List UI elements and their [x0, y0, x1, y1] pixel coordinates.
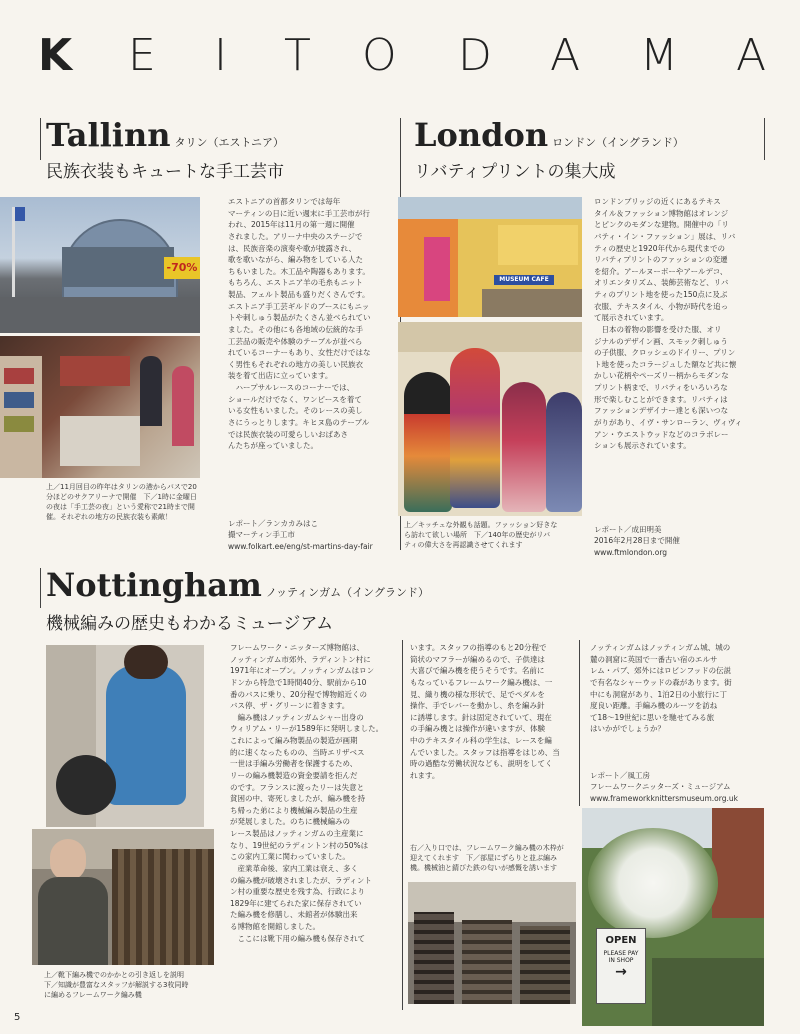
masthead-letter: D — [458, 30, 492, 81]
masthead — [0, 30, 800, 90]
city-name: Tallinn — [46, 116, 171, 154]
nottingham-headline: 機械編みの歴史もわかるミュージアム — [46, 614, 334, 634]
arrow-icon: → — [615, 964, 627, 980]
masthead-letter: O — [362, 30, 397, 81]
nottingham-caption-mid: 右／入り口では、フレームワーク編み機の木枠が 迎えてくれます 下／部屋にずらりと並ぶ編み 機。機械油と錆びた鉄の匂いが感慨を誘います — [410, 844, 564, 873]
nottingham-body-3: ノッティンガムはノッティンガム城、城の 麓の洞窟に英国で一番古い宿のエルサ レム・パブ、郊外にはロビンフッドの伝説 で有名なシャーウッドの森があります。街 中にも洞窟があり、1泊2日の小旅行に丁 度良い距離。手編み機のルーツを訪ね て18～19世紀に思いを馳せてみる旅 はいかがでしょうか？ — [590, 643, 732, 734]
rule — [579, 640, 580, 806]
open-sign: OPEN — [605, 935, 637, 946]
nottingham-entrance-photo — [582, 808, 764, 1026]
page-number: 5 — [14, 1012, 21, 1023]
tallinn-city — [46, 116, 284, 154]
rule — [764, 118, 765, 160]
sale-sign: -70% — [164, 257, 200, 279]
masthead-letter: A — [736, 30, 767, 81]
nottingham-sock-machine-photo — [46, 645, 204, 827]
masthead-letter: E — [128, 30, 156, 81]
london-headline: リバティプリントの集大成 — [414, 162, 616, 182]
city-name: London — [414, 116, 549, 154]
nottingham-staff-photo — [32, 829, 214, 965]
london-caption: 上／キッチュな外観も話題。ファッション好きな ら訪れて欲しい場所 下／140年の歴史がリバ ティの偉大さを再認識させてくれます — [404, 521, 558, 550]
london-credit: レポート／成田明美 2016年2月28日まで開催 www.ftmlondon.org — [594, 525, 680, 557]
city-subtitle: ノッティンガム（イングランド） — [265, 586, 429, 599]
tallinn-market-photo — [0, 336, 200, 478]
nottingham-machine-room-photo — [408, 882, 576, 1004]
museum-cafe-sign: MUSEUM CAFE — [494, 275, 554, 285]
london-city — [414, 116, 684, 154]
nottingham-body-1: フレームワーク・ニッターズ博物館は、 ノッティンガム市郊外、ラディントン村に 1971年にオープン。ノッティンガムはロン ドンから特急で1時間40分、駅前から10 番のバスに乗り、20分程で博物館近くの バス停、ザ・グリーンに着きます。 編み機はノッティンガムシャー出身の ウィリアム・リーが1589年に発明しました。 これによって編み物製品の製造が画期 的に速くなったものの、当時エリザベス 一世は手編み労働者を保護するため、 リーの編み機製造の資金要請を拒んだ のです。フランスに渡ったリーは失意と 貧困の中、寄死しましたが、編み機を持 ち帰った弟により機械編み製品の生産 が発展しました。のちに機械編みの レース製品はノッティンガムの主産業に なり、19世紀のラディントン村の50%は この家内工業に関わっていました。 産業革命後、家内工業は衰え、多く の編み機が破壊されましたが、ラディント ン村の重要な歴史を残す為、行政により 1829年に建てられた家に保存されてい た編み機を修膳し、未館者が体験出来 る博物館を開館しました。 ここには靴下用の編み機も保存されて — [230, 643, 384, 943]
tallinn-body: エストニアの首都タリンでは毎年 マーティンの日に近い週末に手工芸市が行 われ、2015年は11月の第一週に開催 されました。アリーナ中央のステージで は、民族音楽の演奏や歌が披露され、 歌を歌いながら、編み物をしている人た ちもいました。木工品や陶器もあります。 もちろん、エストニア羊の毛糸もニット 製品、フェルト製品も盛りだくさんです。 エストニア手工芸ギルドのブースにもニッ トや刺しゅう製品がたくさん並べられてい ました。その他にも各地域の伝統的な手 工芸品の販売や体験のテーブルが並べら れているコーナーもあり、女性だけではな く男性もそれぞれの地方の美しい民族衣 装を着て出店に立っています。 ハープサルレースのコーナーでは、 ショールだけでなく、ワンピースを着て いる女性もいました。そのレースの美し さにうっとりします。キヒヌ島のテーブル では民族衣装の可愛らしいおばあさ んたちが座っていました。 — [228, 197, 371, 451]
tallinn-headline: 民族衣装もキュートな手工芸市 — [46, 162, 284, 182]
rule — [402, 640, 403, 1010]
pay-in-shop-sign: PLEASE PAY IN SHOP — [603, 950, 639, 964]
city-subtitle: ロンドン（イングランド） — [552, 136, 684, 149]
rule — [40, 118, 41, 160]
nottingham-city — [46, 566, 429, 604]
city-subtitle: タリン（エストニア） — [174, 136, 285, 149]
masthead-letter: T — [284, 30, 311, 81]
nottingham-body-2: います。スタッフの指導のもと20分程で 筒状のマフラーが編めるので、子供達は 大喜びで編み機を使うそうです。名前に もなっているフレームワーク編み機は、一 見、織り機の様な形状で、足でペダルを 操作、手でレバーを動かし、糸を編み針 に誘導します。針は固定されていて、現在 の手編み機とは操作が違いますが、体験 中のテキスタイル科の学生は、レースを編 んでいました。スタッフは指導をはじめ、当 時の過酷な労働状況なども、説明をしてく れます。 — [410, 643, 560, 780]
masthead-letter: K — [38, 30, 73, 81]
masthead-letter: I — [214, 30, 227, 81]
rule — [40, 568, 41, 608]
london-liberty-exhibit-photo — [398, 322, 582, 516]
tallinn-caption: 上／11月回目の昨年はタリンの港からバスで20 分ほどのサクアリーナで開催 下／1時に金曜日 の夜は「手工芸の夜」という愛称で21時まで開 催。それぞれの地方の民族衣装も素敵！ — [46, 483, 197, 522]
tallinn-credit: レポート／ランカカみはこ 撮マーティン手工市 www.folkart.ee/eng/st-martins-day-fair — [228, 519, 373, 551]
nottingham-credit: レポート／風工房 フレームワークニッターズ・ミュージアム www.frameworkknittersmuseum.org.uk — [590, 771, 738, 803]
tallinn-arena-photo — [0, 197, 200, 333]
masthead-letter: M — [640, 30, 678, 81]
nottingham-caption-left: 上／靴下編み機でのかかとの引き返しを説明 下／知識が豊富なスタッフが解説する3枚同時 に編めるフレームワーク編み機 — [44, 971, 189, 1000]
london-body: ロンドンブリッジの近くにあるテキス タイル＆ファッション博物館はオレンジ とピンクのモダンな建物。開催中の「リ バティ・イン・ファッション」展は、リバ ティの歴史と1920年代から現代までの リバティプリントのファッションの変遷 を紹介。アールヌーボーやアールデコ、 オリエンタリズム、装飾芸術など、リバ ティのプリント地を使った150点に及ぶ 衣服、テキスタイル、小物が時代を追っ て展示されています。 日本の着物の影響を受けた服、オリ ジナルのデザイン画、スモック刺しゅう の子供服、クロッシェのドイリー、プリン ト地を使ったコラージュした額など共に懐 かしい花柄やペーズリー柄からモダンな プリント柄まで、リバティをいろいろな 形で楽しむことができます。リバティは ファッションデザイナー達とも深いつな がりがあり、イヴ・サンローラン、ヴィヴィ アン・ウエストウッドなどのコラボレー ションも展示されています。 — [594, 197, 743, 451]
city-name: Nottingham — [46, 566, 262, 604]
london-museum-exterior-photo — [398, 197, 582, 317]
masthead-letter: A — [550, 30, 581, 81]
